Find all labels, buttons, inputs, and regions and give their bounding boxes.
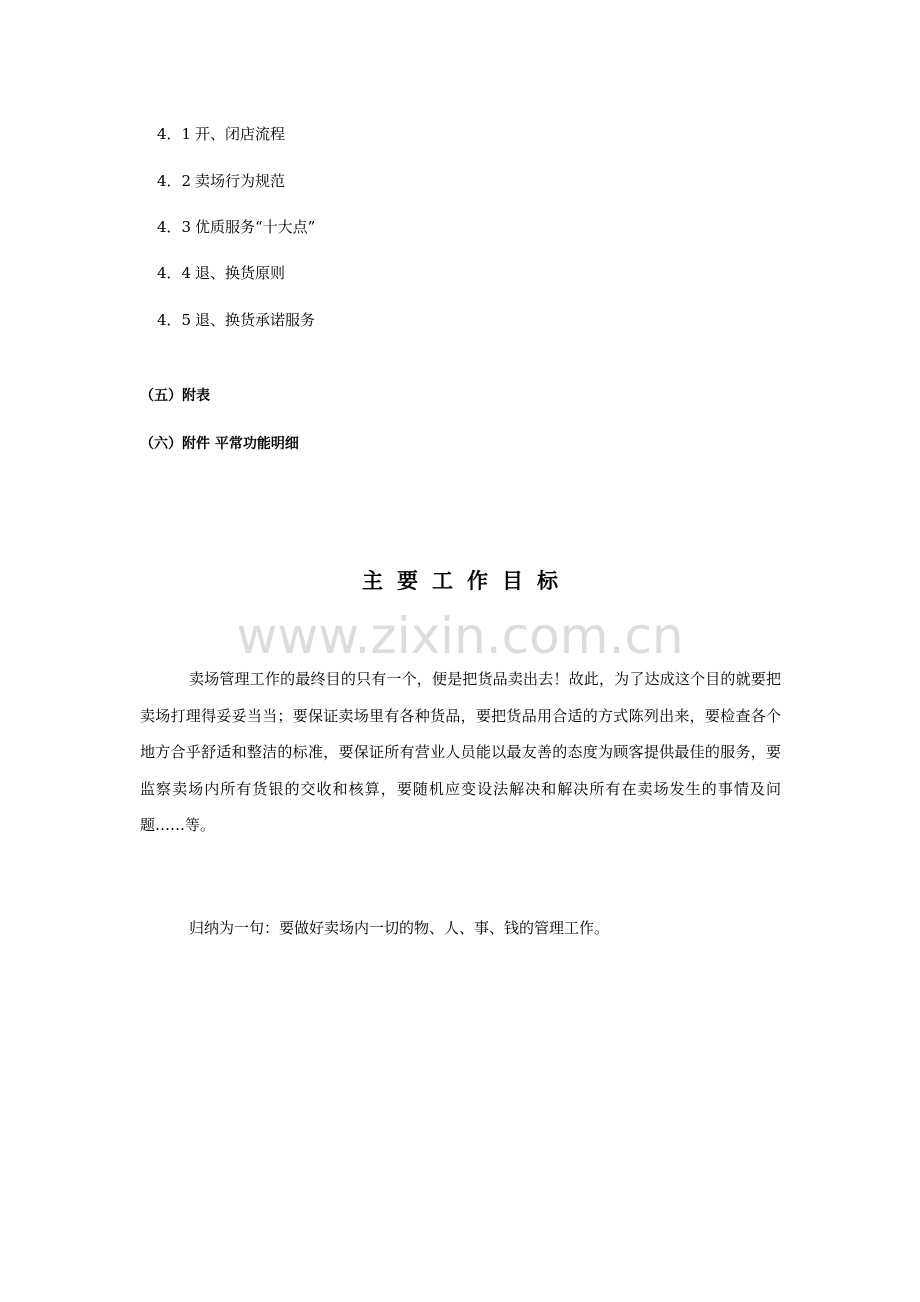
toc-item-label: 退、换货原则 bbox=[195, 264, 286, 282]
toc-item bbox=[157, 124, 285, 144]
summary-sentence: 归纳为一句：要做好卖场内一切的物、人、事、钱的管理工作。 bbox=[189, 919, 610, 937]
watermark: www.zixin.com.cn bbox=[236, 607, 684, 665]
toc-item-number: 4．5 bbox=[157, 311, 192, 329]
toc-item-label: 开、闭店流程 bbox=[195, 125, 286, 143]
toc-item bbox=[157, 310, 315, 330]
page-title: 主要工作目标 bbox=[362, 569, 572, 593]
toc-item bbox=[157, 171, 285, 191]
toc-item-number: 4．1 bbox=[157, 125, 192, 143]
toc-item-number: 4．2 bbox=[157, 172, 192, 190]
toc-item-number: 4．4 bbox=[157, 264, 192, 282]
toc-item-label: 优质服务“十大点” bbox=[195, 218, 316, 236]
body-paragraph: 卖场管理工作的最终目的只有一个，便是把货品卖出去！故此，为了达成这个目的就要把卖场打理得妥妥当当；要保证卖场里有各种货品，要把货品用合适的方式陈列出来，要检查各个地方合乎舒适和整洁的标准，要保证所有营业人员能以最友善的态度为顾客提供最佳的服务，要监察卖场内所有货银的交收和核算，要随机应变设法解决和解决所有在卖场发生的事情及问题……等。 bbox=[140, 670, 781, 834]
toc-item bbox=[157, 263, 285, 283]
toc-item-label: 卖场行为规范 bbox=[195, 172, 286, 190]
toc-item-number: 4．3 bbox=[157, 218, 192, 236]
section-heading-attachments: （六）附件 平常功能明细 bbox=[140, 436, 299, 452]
toc-item-label: 退、换货承诺服务 bbox=[195, 311, 316, 329]
section-heading-appendix-tables: （五）附表 bbox=[140, 388, 210, 404]
toc-item bbox=[157, 217, 315, 237]
